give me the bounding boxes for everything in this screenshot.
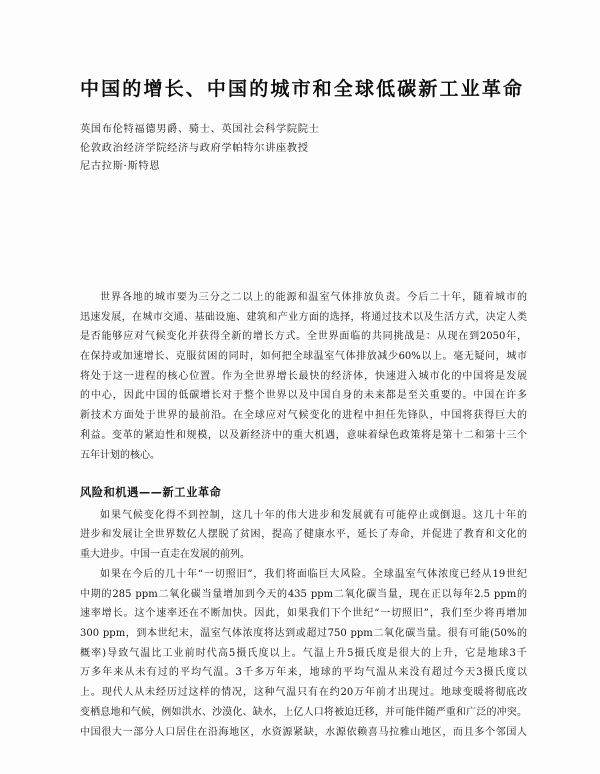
paragraph: [80, 506, 527, 565]
paragraph-line: 变栖息地和气候，例如洪水、沙漠化、缺水，上亿人口将被迫迁移，并可能伴随严重和广泛的冲突。: [80, 706, 527, 718]
paragraph-line: 上。现代人从未经历过这样的情况，这种气温只有在约20万年前才出现过。地球变暖将彻底改: [80, 687, 527, 699]
paragraph-line: 速率增长。这个速率还在不断加快。因此，如果我们下个世纪“一切照旧”，我们至少将再增加: [80, 608, 527, 620]
abstract-line: 将处于这一进程的核心位置。作为全世界增长最快的经济体，快速进入城市化的中国将是发展: [80, 370, 527, 382]
paragraph-line: 中期的285 ppm二氧化碳当量增加到今天的435 ppm二氧化碳当量，现在正以每年2.5 ppm的: [80, 588, 527, 600]
abstract-line: 在保持或加速增长、克服贫困的同时，如何把全球温室气体排放减少60%以上。毫无疑问，城市: [80, 351, 527, 363]
paragraph: [80, 565, 527, 742]
author-name: 尼古拉斯·斯特恩: [80, 161, 161, 172]
abstract-line: 世界各地的城市要为三分之二以上的能源和温室气体排放负责。今后二十年，随着城市的: [100, 292, 527, 303]
paragraph-line: 概率)导致气温比工业前时代高5摄氏度以上。气温上升5摄氏度是很大的上升，它是地球3千: [80, 647, 527, 659]
paragraph-line: 重大进步。中国一直走在发展的前列。: [80, 548, 250, 560]
abstract-line: 迅速发展，在城市交通、基础设施、建筑和产业方面的选择，将通过技术以及生活方式，决定人类: [80, 311, 527, 323]
paragraph-line: 如果在今后的几十年“一切照旧”，我们将面临巨大风险。全球温室气体浓度已经从19世纪: [100, 569, 527, 580]
article-title: 中国的增长、中国的城市和全球低碳新工业革命: [80, 78, 522, 100]
section-heading: 风险和机遇——新工业革命: [80, 486, 222, 499]
abstract: [80, 288, 527, 465]
author-title-line: 英国布伦特福德男爵、骑士、英国社会科学院院士: [80, 124, 320, 135]
abstract-line: 是否能够应对气候变化并获得全新的增长方式。全世界面临的共同挑战是：从现在到2050年，: [80, 331, 527, 343]
paragraph-line: 万多年来从未有过的平均气温。3千多万年来，地球的平均气温从来没有超过今天3摄氏度以: [80, 667, 527, 679]
abstract-line: 新技术方面处于世界的最前沿。在全球应对气候变化的进程中担任先锋队，中国将获得巨大的: [80, 410, 527, 422]
paragraph-line: 如果气候变化得不到控制，这几十年的伟大进步和发展就有可能停止或倒退。这几十年的: [100, 509, 527, 521]
paragraph-line: 进步和发展让全世界数亿人摆脱了贫困，提高了健康水平，延长了寿命，并促进了教育和文化的: [80, 529, 527, 541]
paragraph-line: 中国很大一部分人口居住在沿海地区，水资源紧缺，水源依赖喜马拉雅山地区，而且多个邻国人: [80, 726, 527, 738]
author-info: [80, 121, 380, 177]
abstract-line: 五年计划的核心。: [80, 449, 160, 461]
author-affiliation-line: 伦敦政治经济学院经济与政府学帕特尔讲座教授: [80, 142, 309, 154]
abstract-line: 利益。变革的紧迫性和规模，以及新经济中的重大机遇，意味着绿色政策将是第十二和第十三个: [80, 429, 527, 441]
paragraph-line: 300 ppm，到本世纪末，温室气体浓度将达到或超过750 ppm二氧化碳当量。很有可能(50%的: [80, 628, 527, 640]
abstract-line: 的中心，因此中国的低碳增长对于整个世界以及中国自身的未来都是至关重要的。中国在许多: [80, 390, 527, 402]
